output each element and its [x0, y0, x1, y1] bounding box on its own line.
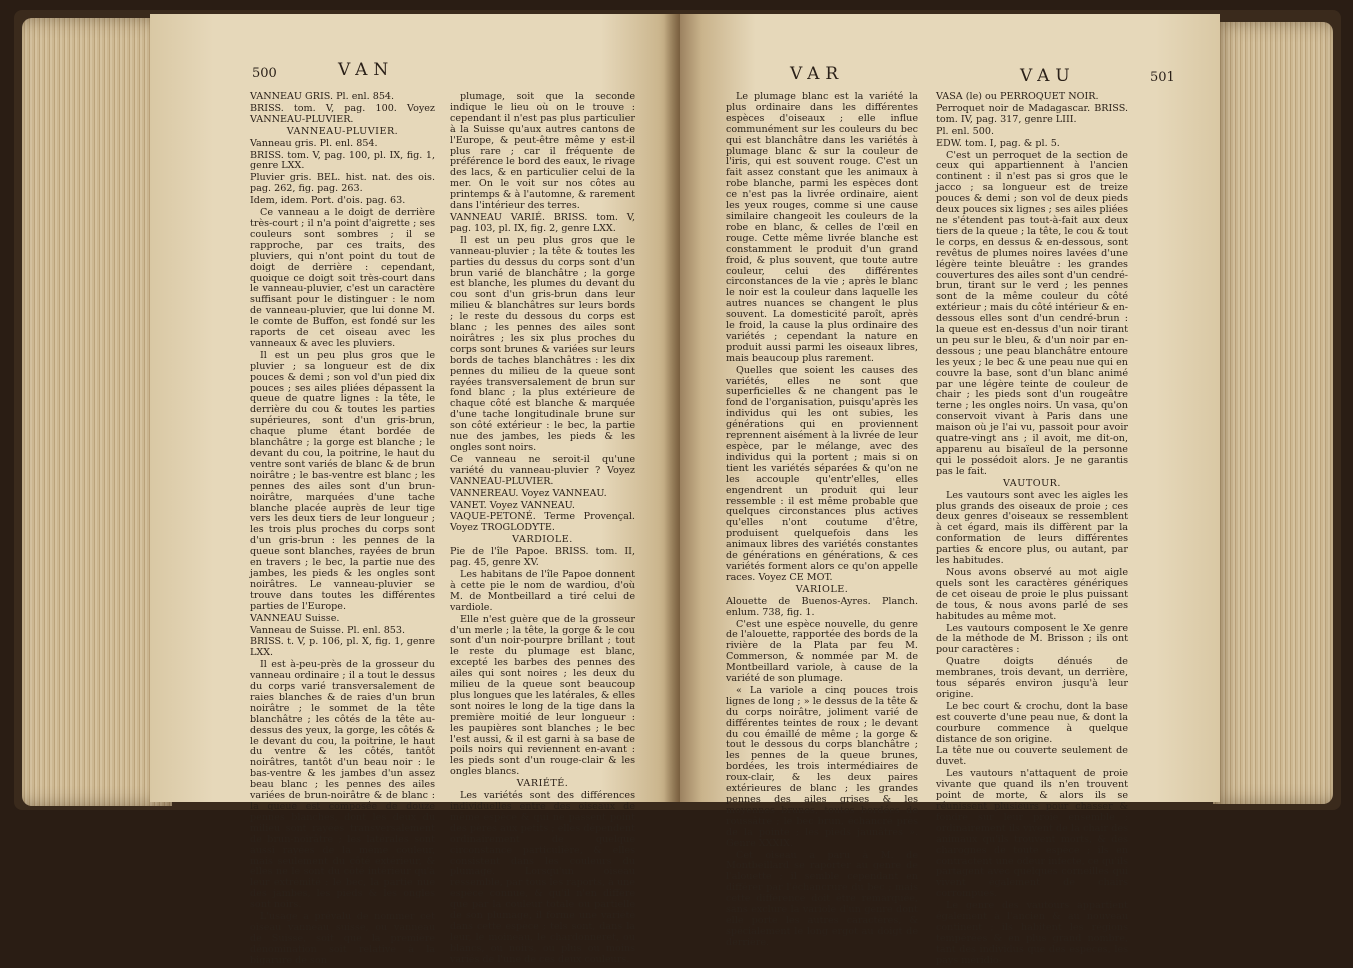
paragraph: plumage, soit que la seconde indique le lieu où on le trouve : cependant il n'est pas plus particulier à la Suisse qu'aux autres cantons de l'Europe, & peut-être même y est-il plus rare ; car il fréquente de préférence le bord des eaux, le rivage des lacs, & en particulier celui de la mer. On le voit sur nos côtes au printemps & à l'automne, & rarement dans l'intérieur des terres. [450, 91, 635, 212]
paragraph: Elle n'est guère que de la grosseur d'un merle ; la tête, la gorge & le cou sont d'un noir-pourpre brillant ; tout le reste du plumage est blanc, excepté les barbes des pennes des ailes qui sont noires ; les deux du milieu de la queue sont beaucoup plus longues que les latérales, & elles sont noires le long de la tige dans la première moitié de leur longueur : les paupières sont blanches ; le bec l'est aussi, & il est garni à sa base de poils noirs qui reviennent en-avant : les pieds sont d'un rouge-clair & les ongles blancs. [450, 613, 635, 778]
paragraph: L'usage a prévalu de nommer cet oiseau vanneau suisse, ou vanneau de Suisse, soit que la première dénomination soit relative à la bigarure de son [250, 911, 435, 966]
paragraph: Les vautours sont avec les aigles les plus grands des oiseaux de proie ; ces deux genres d'oiseaux se ressemblent à cet égard, mais ils diffèrent par la conformation de leurs différentes parties & encore plus, ou autant, par les habitudes. [936, 489, 1128, 567]
paragraph: Les vautours n'attaquent de proie vivante que quand ils n'en trouvent point de morte, & alors ils se réunissent plusieurs pour chasser & fondre sur leur proie ensemble ; ordinairement ils vivent de la chair des animaux qu'ils trouvent morts, & des charognes de toute espèce ; ils en contractent une odeur infecte, ce qu'ils partagent avec quelques corneilles qui vivent également de chairs corrompues. [936, 768, 1128, 900]
paragraph: Alouette de Buenos-Ayres. Planch. enlum. 738, fig. 1. [726, 595, 918, 618]
running-head-col2: VAU [1020, 66, 1076, 86]
paragraph: C'est un perroquet de la section de ceux qui appartiennent à l'ancien continent : il n'est pas si gros que le jacco ; sa longueur est de treize pouces & demi ; son vol de deux pieds deux pouces six lignes ; ses ailes pliées ne s'étendent pas tout-à-fait aux deux tiers de la queue ; la tête, le cou & tout le corps, en dessus & en-dessous, sont revêtus de plumes noires lavées d'une légère teinte bleuâtre : les grandes couvertures des ailes sont d'un cendré-brun, tirant sur le verd ; les pennes sont de la même couleur du côté extérieur ; mais du côté intérieur & en-dessous elles sont d'un cendré-brun : la queue est en-dessus d'un noir tirant un peu sur le bleu, & d'un noir par en-dessous ; une peau blanchâtre entoure les yeux ; le bec & une peau nue qui en couvre la base, sont d'un blanc animé par une légère teinte de couleur de chair ; les pieds sont d'un rougeâtre terne ; les ongles noirs. Un vasa, qu'on conservoit vivant à Paris dans une maison où je l'ai vu, passoit pour avoir quatre-vingt ans ; il avoit, me dit-on, apparenu au bisaïeul de la personne qui le possédoit alors. Je ne garantis pas le fait. [936, 149, 1128, 477]
paragraph: Il est à-peu-près de la grosseur du vanneau ordinaire ; il a tout le dessus du corps varié transversalement de raies blanches & de raies d'un brun noirâtre ; le sommet de la tête blanchâtre ; les côtés de la tête au-dessus des yeux, la gorge, les côtés & le devant du cou, la poitrine, le haut du ventre & les côtés, tantôt noirâtres, tantôt d'un beau noir : le bas-ventre & les jambes d'un assez beau blanc ; les pennes des ailes variées de brun-noirâtre & de blanc : la queue est composée de douze pennes blanches, dont les deux du milieu sont rayées transversalement de brun-noirâtre ; les latérales sont aussi rayées de la même couleur, mais seulement du côté extérieur, & elles ne le sont du côté intérieur qu'à leur extrémité : le bec, la partie nue des jambes, les pieds & les ongles sont noirs. [250, 659, 435, 911]
paragraph: VARDIOLE. [512, 534, 573, 546]
page-number-left: 500 [252, 66, 277, 81]
paragraph: Perroquet noir de Madagascar. BRISS. tom. IV, pag. 317, genre LIII. [936, 102, 1128, 125]
paragraph: VAUTOUR. [1003, 477, 1061, 489]
right-column-2 [936, 92, 1128, 968]
paragraph: BRISS. t. V, p. 106, pl. X, fig. 1, genre LXX. [250, 636, 435, 659]
paragraph: VASA (le) ou PERROQUET NOIR. [936, 91, 1099, 102]
paragraph: VANNEAU Suisse. [250, 612, 340, 624]
running-head-left: VAN [338, 60, 395, 80]
paragraph: Vanneau gris. Pl. enl. 854. [250, 137, 378, 149]
right-column-1 [726, 92, 918, 950]
paragraph: Pluvier gris. BEL. hist. nat. des ois. pag. 262, fig. pag. 263. [250, 172, 435, 195]
paragraph: VANET. Voyez VANNEAU. [450, 499, 575, 511]
paragraph: EDW. tom. I, pag. & pl. 5. [936, 137, 1060, 149]
paragraph: BRISS. tom. V, pag. 100. Voyez VANNEAU-PLUVIER. [250, 102, 435, 125]
paragraph: Les variétés sont des différences individuelles entre des oiseaux de même espèce & qui ne passent point des pères aux petits ; elles dépendent ordinairement de quelque circonstance particulière, & elles consistent dans les couleurs du plumage. Lorsqu'un oiseau ressemble, par tous les raports, à une espèce connue, & qu'il n'en diffère que par la couleur totale ou partielle de son plumage, il forme une variété dans cette espèce ; tels sont, dans la leur, le moineau, le chardonneret, ou blancs, ou noirs, ou plus ou moins variés de l'une de ces deux couleurs. [450, 790, 635, 965]
paragraph: VANNEAU VARIÉ. BRISS. tom. V, pag. 103, pl. IX, fig. 2, genre LXX. [450, 211, 635, 234]
page-number-right: 501 [1150, 70, 1175, 85]
left-page [150, 14, 680, 966]
paragraph: Il est un peu plus gros que le vanneau-pluvier ; la tête & toutes les parties du dessus du corps sont d'un brun varié de blanchâtre ; la gorge est blanche, les plumes du devant du cou sont d'un gris-brun dans leur milieu & blanchâtres sur leurs bords ; le reste du dessous du corps est blanc ; les pennes des ailes sont noirâtres ; les six plus proches du corps sont brunes & variées sur leurs bords de taches blanchâtres : les dix pennes du milieu de la queue sont rayées transversalement de brun sur fond blanc ; la plus extérieure de chaque côté est blanche & marquée d'une tache longitudinale brune sur son côté extérieur : le bec, la partie nue des jambes, les pieds & les ongles sont noirs. [450, 234, 635, 453]
paragraph: C'est une espèce nouvelle, du genre de l'alouette, rapportée des bords de la rivière de la Plata par feu M. Commerson, & nommée par M. de Montbeillard variole, à cause de la variété de son plumage. [726, 618, 918, 685]
paragraph: VARIOLE. [795, 583, 849, 595]
paragraph: BRISS. tom. V, pag. 100, pl. IX, fig. 1, genre LXX. [250, 149, 435, 172]
left-column-2 [450, 92, 635, 967]
paragraph: Le genre des vautours appartient également à l'ancien & au nouveau continent ; ils habitent les régions tempérées & en plus grand nombre, tant des individus que des espèces, les pays méridio- [936, 900, 1128, 966]
paragraph: La tête nue ou couverte seulement de duvet. [936, 745, 1128, 768]
page-edges-right [1213, 22, 1333, 804]
paragraph: Quelles que soient les causes des variétés, elles ne sont que superficielles & ne changent pas le fond de l'organisation, puisqu'après les individus qui les ont subies, les générations qui en proviennent reprennent aisément à la livrée de leur espèce, par le mélange, avec des individus qui la portent ; mais si on tient les variétés séparées & qu'on ne les accouple qu'entr'elles, elles engendrent un produit qui leur ressemble : il est même probable que quelques circonstances plus actives qu'elles n'ont coutume d'être, produisent quelquefois dans les animaux libres des variétés constantes de générations en générations, & ces variétés forment alors ce qu'on appelle races. Voyez CE MOT. [726, 364, 918, 583]
paragraph: VANNEAU GRIS. Pl. enl. 854. [250, 91, 395, 102]
paragraph: Cet oiseau a paru à M. de Montbeillard se raporter au genre de l'alouette ; il semble cependant en différer par l'échancrure du bec ; mais cette différence doit être remarquée, sans exclure la variole d'un genre dont elle porte les autres caractères, & spécialement le long ergot au doigt de derrière. [726, 849, 918, 948]
left-column-1 [250, 92, 435, 968]
paragraph: Le plumage blanc est la variété la plus ordinaire dans les différentes espèces d'oiseaux ; elle influe communément sur les couleurs du bec qui est blanchâtre dans les variétés à plumage blanc & sur la couleur de l'iris, qui est souvent rouge. C'est un fait assez constant que les animaux à robe blanche, parmi les espèces dont ce n'est pas la livrée ordinaire, aient les yeux rouges, comme si une cause similaire changeoit les couleurs de la robe en blanc, & celles de l'œil en rouge. Cette même livrée blanche est constamment le produit d'un grand froid, & plus souvent, que toute autre couleur, celui des différentes circonstances de la vie ; après le blanc le noir est la couleur dans laquelle les autres nuances se changent le plus souvent. La domesticité paroît, après le froid, la cause la plus ordinaire des variétés ; cependant la nature en produit aussi parmi les oiseaux libres, mais beaucoup plus rarement. [726, 91, 918, 364]
paragraph: Les habitans de l'île Papoe donnent à cette pie le nom de wardiou, d'où M. de Montbeillard a tiré celui de vardiole. [450, 568, 635, 613]
paragraph: Pl. enl. 500. [936, 125, 995, 137]
paragraph: VARIÉTÉ. [516, 778, 569, 790]
paragraph: Le bec court & crochu, dont la base est couverte d'une peau nue, & dont la courbure commence à quelque distance de son origine. [936, 700, 1128, 745]
paragraph: Nous avons observé au mot aigle quels sont les caractères génériques de cet oiseau de proie le plus puissant de tous, & nous avons parlé de ses habitudes au même mot. [936, 566, 1128, 622]
right-page [680, 14, 1220, 966]
running-head-col1: VAR [790, 64, 845, 84]
paragraph: Il est un peu plus gros que le pluvier ; sa longueur est de dix pouces & demi ; son vol d'un pied dix pouces ; ses ailes pliées dépassent la queue de quatre lignes : la tête, le derrière du cou & toutes les parties supérieures, sont d'un gris-brun, chaque plume étant bordée de blanchâtre ; la gorge est blanche ; le devant du cou, la poitrine, le haut du ventre sont variés de blanc & de brun noirâtre ; le bas-ventre est blanc ; les pennes des ailes sont d'un brun-noirâtre, marquées d'une tache blanche placée auprès de leur tige vers les deux tiers de leur longueur ; les trois plus proches du corps sont d'un gris-brun : les pennes de la queue sont blanches, rayées de brun en travers ; le bec, la partie nue des jambes, les pieds & les ongles sont noirâtres. Le vanneau-pluvier se trouve dans toutes les différentes parties de l'Europe. [250, 349, 435, 612]
paragraph: Ce vanneau a le doigt de derrière très-court ; il n'a point d'aigrette ; ses couleurs sont sombres ; il se rapproche, par ces traits, des pluviers, qui n'ont point du tout de doigt de derrière : cependant, quoique ce doigt soit très-court dans le vanneau-pluvier, c'est un caractère suffisant pour le distinguer : le nom de vanneau-pluvier, que lui donne M. le comte de Buffon, est fondé sur les raports de cet oiseau avec les vanneaux & avec les pluviers. [250, 207, 435, 349]
paragraph: « La variole a cinq pouces trois lignes de long ; » le dessus de la tête & du corps noirâtre, joliment varié de différentes teintes de roux ; le devant du cou émaillé de même ; la gorge & tout le dessous du corps blanchâtre ; les pennes de la queue brunes, bordées, les trois intermédiaires de roux-clair, & les deux paires extérieures de blanc ; les grandes pennes des ailes grises & les moyennes brunes, toutes bordées de roussâtre ; le bec brun, échancré près de la pointe ; les pieds jaunâtres ». Genre XXXIX. [726, 684, 918, 849]
paragraph: Vanneau de Suisse. Pl. enl. 853. [250, 624, 406, 636]
paragraph: VANNEAU-PLUVIER. [286, 125, 399, 137]
paragraph: Pie de l'île Papoe. BRISS. tom. II, pag. 45, genre XV. [450, 546, 635, 569]
paragraph: Idem, idem. Port. d'ois. pag. 63. [250, 195, 406, 207]
paragraph: VANNEREAU. Voyez VANNEAU. [450, 487, 607, 499]
paragraph: Les vautours composent le Xe genre de la méthode de M. Brisson ; ils ont pour caractères : [936, 622, 1128, 656]
paragraph: Quatre doigts dénués de membranes, trois devant, un derrière, tous séparés environ jusqu'à leur origine. [936, 656, 1128, 700]
paragraph: Ce vanneau ne seroit-il qu'une variété du vanneau-pluvier ? Voyez VANNEAU-PLUVIER. [450, 453, 635, 487]
paragraph: VAQUE-PETONÉ. Terme Provençal. Voyez TROGLODYTE. [450, 511, 635, 534]
